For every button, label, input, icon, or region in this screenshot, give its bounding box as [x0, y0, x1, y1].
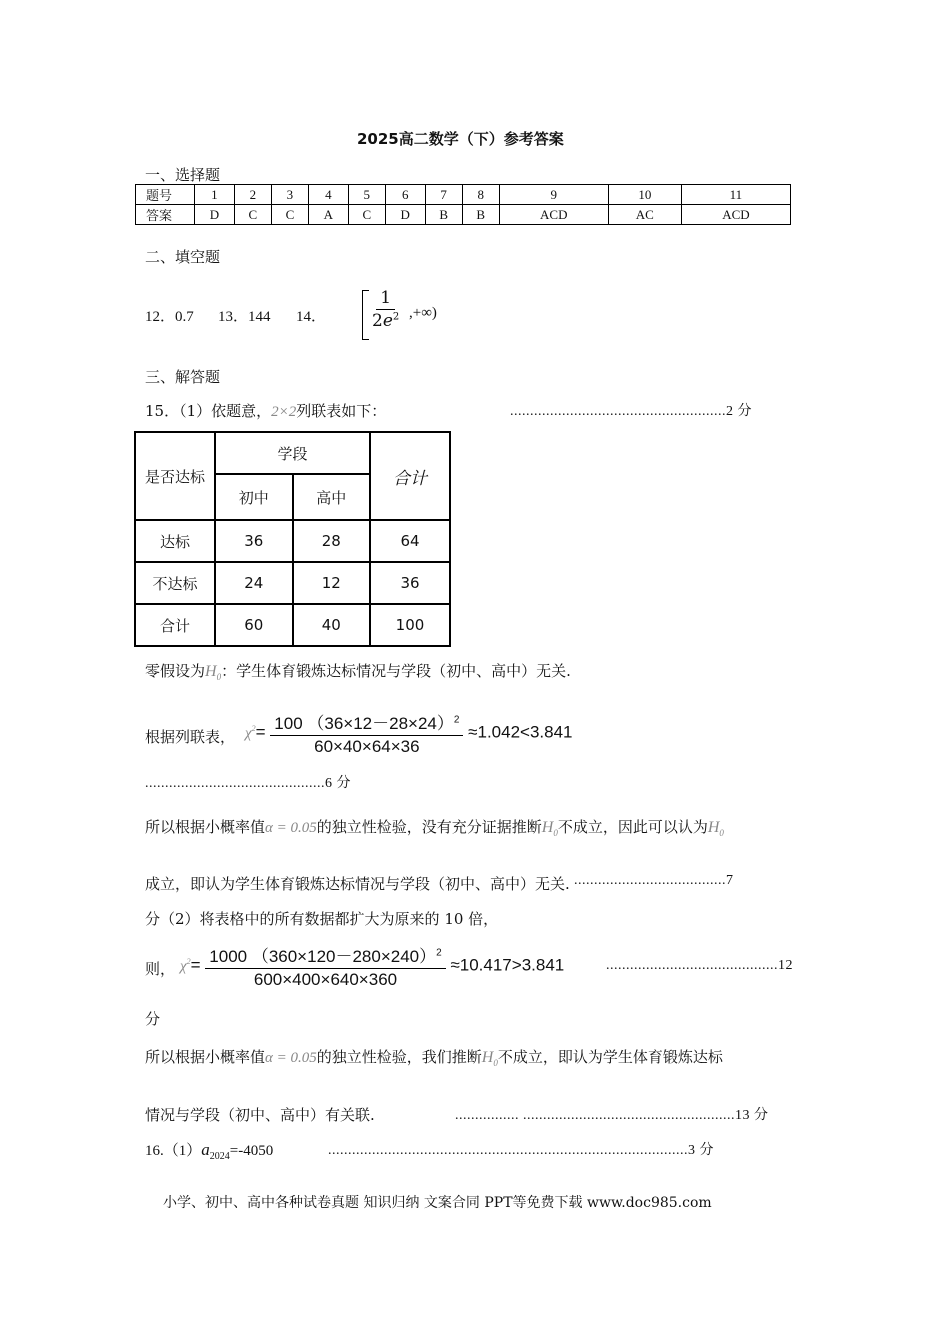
q16-a: a	[201, 1140, 210, 1159]
contingency-col-junior: 初中	[215, 474, 293, 520]
calc1-numerator	[270, 709, 463, 736]
footer-ad: 小学、初中、高中各种试卷真题 知识归纳 文案合同 PPT等免费下载 www.doc985.com	[163, 1195, 712, 1211]
conclusion-2-line-2: 情况与学段（初中、高中）有关联.	[145, 1106, 375, 1124]
answer-table-cell: AC	[608, 205, 681, 225]
q15-intro	[145, 400, 386, 421]
calc2-result: ≈10.417>3.841	[450, 955, 565, 975]
contingency-col-senior: 高中	[293, 474, 371, 520]
answer-table-cell: D	[195, 205, 235, 225]
contingency-cell: 36	[215, 520, 293, 562]
fraction-denominator	[368, 310, 403, 331]
answer-table-cell: 3	[271, 185, 308, 205]
contingency-row	[135, 520, 450, 562]
concl1-mid: 的独立性检验，没有充分证据推断	[316, 818, 542, 836]
denominator-e: e	[382, 311, 393, 331]
conclusion-2-line-1	[145, 1046, 723, 1068]
q15-score-13: ................ .....................................................13 分	[455, 1108, 769, 1123]
concl2-post: 不成立，即认为学生体育锻炼达标	[497, 1048, 723, 1066]
contingency-row	[135, 562, 450, 604]
answer-table-cell: 10	[608, 185, 681, 205]
conclusion-1-line-1	[145, 816, 724, 838]
fill-answer-14-label: 14．	[296, 309, 327, 325]
contingency-cell: 24	[215, 562, 293, 604]
answer-table-cell: A	[308, 205, 348, 225]
h0-symbol: H	[481, 1049, 494, 1066]
h0-sub: 0	[493, 1058, 498, 1068]
section-solution-heading: 三、解答题	[145, 368, 221, 386]
chi-exponent: 2	[186, 956, 191, 966]
q15-score-6: .............................................6 分	[145, 776, 351, 791]
answer-table-cell: 6	[385, 185, 425, 205]
chi-symbol: χ	[180, 958, 187, 975]
concl2-pre: 所以根据小概率值	[145, 1048, 266, 1066]
contingency-cell: 28	[293, 520, 371, 562]
calc1-result: ≈1.042<3.841	[468, 722, 573, 742]
calc1-numerator-exp: 2	[453, 714, 460, 726]
answer-table-cell: 11	[681, 185, 790, 205]
chi-symbol: χ	[245, 725, 252, 742]
chi-square-calc-1-label: 根据列联表，	[145, 728, 236, 746]
contingency-cell: 60	[215, 604, 293, 646]
contingency-cell: 40	[293, 604, 371, 646]
q15-intro-math: 2×2	[271, 404, 297, 420]
chi-exponent: 2	[251, 723, 256, 733]
calc2-numerator-text: 1000 （360×120－280×240）	[209, 947, 437, 966]
contingency-row-label: 达标	[135, 520, 215, 562]
contingency-table	[134, 431, 451, 647]
contingency-total-header: 合计	[370, 432, 450, 520]
denominator-exponent: 2	[392, 311, 400, 323]
contingency-cell: 12	[293, 562, 371, 604]
calc2-numerator-exp: 2	[436, 947, 442, 959]
fill-answer-12: 12．0.7	[145, 309, 194, 325]
h0-sub: 0	[719, 828, 724, 838]
h0-sub: 0	[553, 828, 558, 838]
contingency-header-row	[135, 432, 450, 474]
null-hyp-sub: 0	[216, 672, 222, 682]
answer-table-label-number: 题号	[136, 185, 195, 205]
answer-table-cell: 1	[195, 185, 235, 205]
answer-table-label-answer: 答案	[136, 205, 195, 225]
null-hyp-pre: 零假设为	[145, 662, 206, 680]
answer-table-cell: B	[425, 205, 462, 225]
fill-answer-14-tail: ,+∞)	[409, 305, 437, 321]
h0-symbol: H	[707, 819, 720, 836]
contingency-cell: 36	[370, 562, 450, 604]
concl1-mid2: 不成立，因此可以认为	[557, 818, 708, 836]
answer-table-cell: 4	[308, 185, 348, 205]
calc1-denominator: 60×40×64×36	[314, 737, 420, 756]
calc1-numerator-text: 100 （36×12－28×24）	[274, 714, 454, 733]
alpha-value: α = 0.05	[265, 1050, 317, 1066]
calc2-denominator: 600×400×640×360	[253, 970, 398, 989]
contingency-row	[135, 604, 450, 646]
concl2-mid: 的独立性检验，我们推断	[316, 1048, 482, 1066]
fill-answer-13: 13．144	[218, 309, 271, 325]
fraction-numerator: 1	[376, 288, 395, 310]
null-hyp-post: ：学生体育锻炼达标情况与学段（初中、高中）无关.	[221, 662, 571, 680]
q15-score-7: ......................................7	[574, 873, 734, 888]
q15-score-2: ......................................................2 分	[510, 404, 752, 419]
q16-score-3: ..........................................................................................3 分	[328, 1143, 714, 1158]
answer-table-cell: C	[271, 205, 308, 225]
answer-table-row-numbers	[136, 185, 791, 205]
q15-score-12-unit: 分	[145, 1010, 161, 1028]
calc2-numerator	[205, 942, 445, 969]
alpha-value: α = 0.05	[265, 820, 317, 836]
answer-table-cell: 5	[348, 185, 385, 205]
q15-part-2: 分（2）将表格中的所有数据都扩大为原来的 10 倍，	[145, 910, 499, 928]
q16-sub: 2024	[209, 1151, 230, 1162]
answer-table-cell: ACD	[499, 205, 608, 225]
q15-intro-text: 15．（1）依题意，	[145, 402, 272, 420]
chi-square-calc-2: $\chi^2=$ $\frac{1000 (360\times 120-280\times 240)^2}{600\times 400\times 640\times 360}$ ≈10.417>3.841	[180, 942, 564, 990]
null-hypothesis	[145, 660, 571, 682]
answer-table-cell: D	[385, 205, 425, 225]
chi-square-calc-1: $\chi^2=$ $\frac{100 (36\times 12-28\times 24)^2}{60\times 40\times 64\times 36}$ ≈1.042<3.841	[245, 709, 573, 757]
contingency-row-label: 合计	[135, 604, 215, 646]
conclusion-1-line-2: 成立，即认为学生体育锻炼达标情况与学段（初中、高中）无关.	[145, 875, 570, 893]
q16-line	[145, 1139, 273, 1162]
section-fill-heading: 二、填空题	[145, 248, 221, 266]
section-choice-heading: 一、选择题	[145, 166, 221, 184]
q16-pre: 16.（1）	[145, 1143, 202, 1159]
q16-value: =-4050	[229, 1143, 274, 1159]
contingency-row-header: 是否达标	[135, 432, 215, 520]
answer-table	[135, 184, 791, 225]
answer-table-cell: ACD	[681, 205, 790, 225]
denominator-base: 2	[372, 311, 383, 331]
fill-answer-14-fraction	[368, 288, 403, 331]
h0-symbol: H	[541, 819, 554, 836]
contingency-cell: 100	[370, 604, 450, 646]
concl1-pre: 所以根据小概率值	[145, 818, 266, 836]
answer-table-cell: 9	[499, 185, 608, 205]
contingency-cell: 64	[370, 520, 450, 562]
answer-table-cell: 2	[234, 185, 271, 205]
answer-table-cell: 7	[425, 185, 462, 205]
page-title: 2025高二数学（下）参考答案	[357, 130, 564, 148]
answer-table-row-answers	[136, 205, 791, 225]
q15-score-12: ...........................................12	[606, 958, 793, 973]
contingency-stage-header: 学段	[215, 432, 370, 474]
answer-table-cell: 8	[462, 185, 499, 205]
answer-table-cell: C	[234, 205, 271, 225]
answer-table-cell: C	[348, 205, 385, 225]
answer-table-cell: B	[462, 205, 499, 225]
q15-intro-tail: 列联表如下：	[296, 402, 387, 420]
chi-square-calc-2-label: 则，	[145, 960, 176, 978]
null-hyp-symbol: H	[205, 663, 217, 680]
contingency-row-label: 不达标	[135, 562, 215, 604]
